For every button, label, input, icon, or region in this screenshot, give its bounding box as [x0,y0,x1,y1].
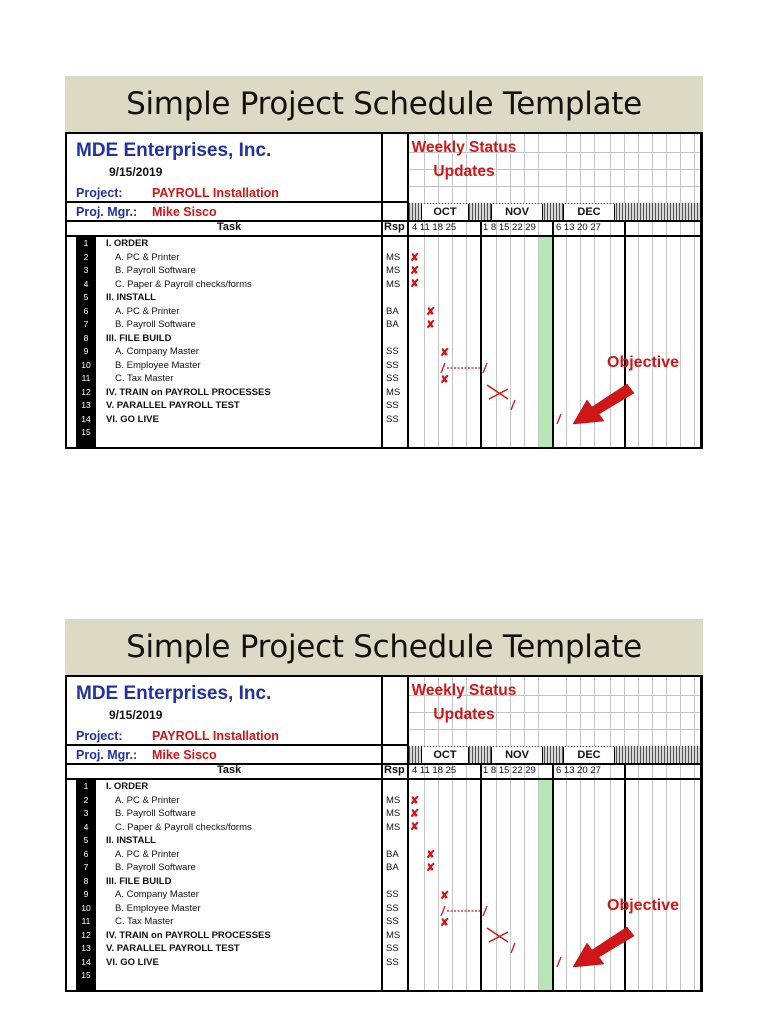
row-number: 8 [83,332,89,343]
task-label: A. PC & Printer [115,305,180,317]
annotation-overlay [67,134,700,447]
objective-label: Objective [607,354,680,371]
row-number: 4 [83,821,89,832]
task-label: B. Employee Master [115,359,201,371]
task-rsp: MS [386,386,401,398]
spreadsheet-frame [65,675,703,992]
row-number: 4 [83,278,89,289]
project-label: Project: [76,729,123,743]
completed-mark: ✘ [426,849,436,861]
completed-mark: ✘ [440,890,450,902]
completed-mark: ✘ [410,821,420,833]
company-name: MDE Enterprises, Inc. [76,140,272,161]
completed-mark: ✘ [426,306,436,318]
month-oct: OCT [421,747,469,763]
month-nov: NOV [491,747,543,763]
week-dates-dec: 6 13 20 27 [556,765,601,776]
task-label: I. ORDER [106,781,149,792]
week-dates-oct: 4 11 18 25 [412,765,457,776]
week-dates-oct: 4 11 18 25 [412,222,457,233]
row-number: 10 [81,359,91,370]
completed-mark: ✘ [410,808,420,820]
row-number: 6 [83,305,89,316]
planned-slash [441,906,445,916]
month-nov: NOV [491,204,543,220]
task-label: B. Payroll Software [115,808,196,819]
row-number: 7 [83,862,89,872]
row-number: 13 [81,943,91,953]
objective-label: Objective [607,897,680,914]
completed-mark: ✘ [440,347,450,359]
status-line-2: Updates [433,163,495,180]
completed-mark: ✘ [440,374,450,386]
task-rsp: SS [386,916,399,927]
row-number: 11 [81,916,91,926]
task-label: V. PARALLEL PAYROLL TEST [106,400,240,411]
row-number: 13 [81,400,91,410]
week-dates-nov: 1 8 15 22 29 [483,222,536,233]
completed-mark: ✘ [410,265,420,277]
schedule-slide-2 [65,619,703,992]
company-name: MDE Enterprises, Inc. [76,683,272,704]
week-dates-nov: 1 8 15 22 29 [483,765,536,776]
planned-slash [511,400,515,410]
task-label: II. INSTALL [106,292,156,303]
planned-slash [441,363,445,373]
manager-name: Mike Sisco [152,205,217,219]
spreadsheet [67,677,700,990]
task-label: A. PC & Printer [115,794,180,806]
planned-slash [483,363,487,373]
planned-slash [483,906,487,916]
task-label: III. FILE BUILD [106,332,172,344]
task-label: I. ORDER [106,238,149,249]
status-line-2: Updates [433,706,495,723]
row-number: 1 [83,781,89,791]
annotation-overlay [67,677,700,990]
row-number: 14 [81,413,91,424]
task-label: C. Tax Master [115,373,174,384]
rsp-column-header: Rsp [384,221,405,233]
row-number: 10 [81,902,91,913]
report-date: 9/15/2019 [109,708,163,722]
slide-title: Simple Project Schedule Template [126,86,642,122]
task-label: C. Paper & Payroll checks/forms [115,821,252,833]
objective-arrow [573,927,634,967]
task-rsp: BA [386,848,399,860]
task-rsp: SS [386,413,399,425]
row-number: 5 [83,292,89,302]
row-number: 1 [83,238,89,248]
task-label: C. Paper & Payroll checks/forms [115,278,252,290]
missed-cross [487,928,508,942]
task-rsp: SS [386,889,399,900]
task-label: C. Tax Master [115,916,174,927]
row-number: 15 [81,970,91,980]
task-rsp: SS [386,956,399,968]
task-label: A. PC & Printer [115,251,180,263]
task-rsp: SS [386,346,399,357]
completed-mark: ✘ [410,278,420,290]
task-label: B. Payroll Software [115,265,196,276]
manager-label: Proj. Mgr.: [76,205,138,219]
row-number: 2 [83,794,89,805]
rsp-column-header: Rsp [384,764,405,776]
task-rsp: SS [386,943,399,954]
missed-cross [487,385,508,399]
task-label: III. FILE BUILD [106,875,172,887]
row-number: 7 [83,319,89,329]
task-label: B. Payroll Software [115,862,196,873]
row-number: 5 [83,835,89,845]
task-rsp: SS [386,400,399,411]
row-number: 9 [83,346,89,356]
completed-mark: ✘ [426,862,436,874]
objective-arrow [573,384,634,424]
task-label: B. Employee Master [115,902,201,914]
task-rsp: BA [386,319,399,330]
task-column-header: Task [217,221,242,233]
row-number: 3 [83,808,89,818]
task-rsp: BA [386,862,399,873]
status-line-1: Weekly Status [411,139,517,156]
task-column-header: Task [217,764,242,776]
task-label: IV. TRAIN on PAYROLL PROCESSES [106,386,271,398]
project-name: PAYROLL Installation [152,186,279,200]
task-rsp: MS [386,929,401,941]
task-rsp: MS [386,251,401,263]
task-label: B. Payroll Software [115,319,196,330]
row-number: 12 [81,929,91,940]
task-rsp: MS [386,794,401,806]
row-number: 2 [83,251,89,262]
completed-mark: ✘ [440,917,450,929]
row-number: 15 [81,427,91,437]
task-rsp: SS [386,373,399,384]
completed-mark: ✘ [426,319,436,331]
project-name: PAYROLL Installation [152,729,279,743]
spreadsheet [67,134,700,447]
month-dec: DEC [563,747,615,763]
task-rsp: MS [386,821,401,833]
completed-mark: ✘ [410,795,420,807]
task-label: II. INSTALL [106,835,156,846]
task-label: A. PC & Printer [115,848,180,860]
manager-name: Mike Sisco [152,748,217,762]
row-number: 14 [81,956,91,967]
planned-slash [557,414,561,424]
task-label: VI. GO LIVE [106,956,159,968]
report-date: 9/15/2019 [109,165,163,179]
task-label: V. PARALLEL PAYROLL TEST [106,943,240,954]
task-rsp: SS [386,359,399,371]
task-rsp: MS [386,265,401,276]
row-number: 9 [83,889,89,899]
title-banner [65,619,703,675]
manager-label: Proj. Mgr.: [76,748,138,762]
task-label: VI. GO LIVE [106,413,159,425]
title-banner [65,76,703,132]
month-oct: OCT [421,204,469,220]
task-rsp: SS [386,902,399,914]
status-line-1: Weekly Status [411,682,517,699]
task-label: A. Company Master [115,889,199,900]
slide-title: Simple Project Schedule Template [126,629,642,665]
week-dates-dec: 6 13 20 27 [556,222,601,233]
row-number: 11 [81,373,91,383]
task-rsp: BA [386,305,399,317]
completed-mark: ✘ [410,252,420,264]
task-rsp: MS [386,278,401,290]
project-label: Project: [76,186,123,200]
month-dec: DEC [563,204,615,220]
row-number: 8 [83,875,89,886]
task-label: A. Company Master [115,346,199,357]
task-label: IV. TRAIN on PAYROLL PROCESSES [106,929,271,941]
schedule-slide-1 [65,76,703,449]
spreadsheet-frame [65,132,703,449]
planned-slash [557,957,561,967]
task-rsp: MS [386,808,401,819]
row-number: 6 [83,848,89,859]
row-number: 12 [81,386,91,397]
planned-slash [511,943,515,953]
row-number: 3 [83,265,89,275]
